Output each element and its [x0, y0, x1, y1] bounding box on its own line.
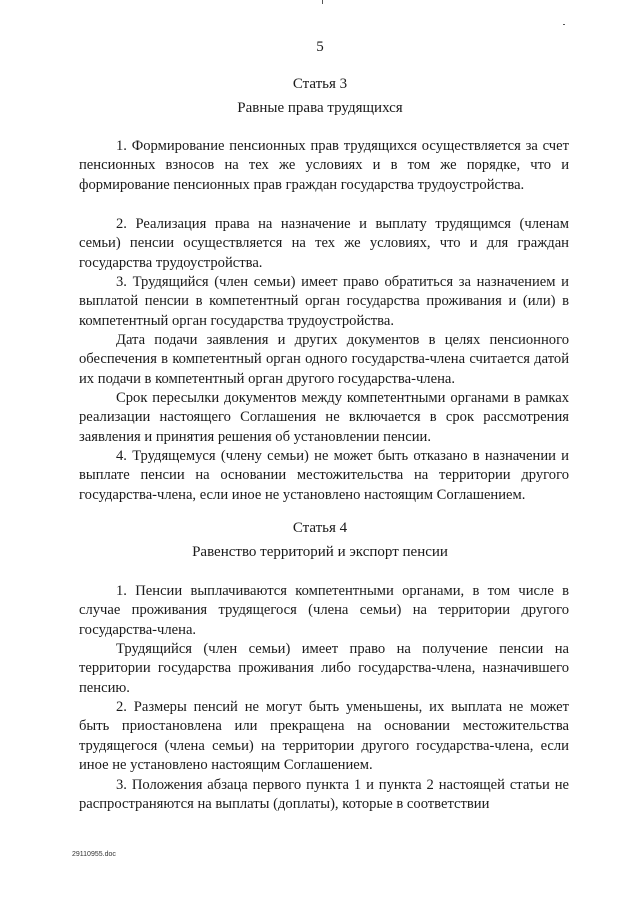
article-4-paragraph-3: 2. Размеры пенсий не могут быть уменьшены, их выплата не может быть приостановлена или прекращена на основании местожительства трудящегося (члена семьи) на территории другого государства-члена, если иное не установлено настоящим Соглашением. — [79, 699, 569, 774]
footer-filename: 29110955.doc — [72, 851, 116, 858]
article-4-paragraph-1: 1. Пенсии выплачиваются компетентными органами, в том числе в случае проживания трудящегося (члена семьи) на территории другого государства-члена. — [79, 583, 569, 638]
article-3-paragraph-6: 4. Трудящемуся (члену семьи) не может быть отказано в назначении и выплате пенсии на основании местожительства на территории другого государства-члена, если иное не установлено настоящим Соглашением. — [79, 448, 569, 503]
article-4-subtitle: Равенство территорий и экспорт пенсии — [192, 544, 448, 560]
page-number: 5 — [316, 39, 324, 55]
scan-mark-top — [322, 0, 323, 4]
article-3-paragraph-4: Дата подачи заявления и других документов в целях пенсионного обеспечения в компетентный орган одного государства-члена считается датой их подачи в компетентный орган другого государства-члена. — [79, 332, 569, 387]
article-4-paragraph-2: Трудящийся (член семьи) имеет право на получение пенсии на территории государства проживания либо государства-члена, назначившего пенсию. — [79, 641, 569, 696]
article-3-title: Статья 3 — [292, 76, 348, 92]
article-3-paragraph-5: Срок пересылки документов между компетентными органами в рамках реализации настоящего Соглашения не включается в срок рассмотрения заявления и принятия решения об установлении пенсии. — [79, 390, 569, 445]
article-3-paragraph-2: 2. Реализация права на назначение и выплату трудящимся (членам семьи) пенсии осуществляется на тех же условиях, что и для граждан государства трудоустройства. — [79, 216, 569, 271]
article-3-subtitle: Равные права трудящихся — [237, 100, 403, 116]
article-3-paragraph-1: 1. Формирование пенсионных прав трудящихся осуществляется за счет пенсионных взносов на тех же условиях и в том же порядке, что и формирование пенсионных прав граждан государства трудоустройства. — [79, 138, 569, 193]
article-4-title: Статья 4 — [292, 520, 348, 536]
scan-mark-dot — [563, 24, 565, 25]
article-4-paragraph-4: 3. Положения абзаца первого пункта 1 и пункта 2 настоящей статьи не распространяются на выплаты (доплаты), которые в соответствии — [79, 777, 569, 813]
article-3-paragraph-3: 3. Трудящийся (член семьи) имеет право обратиться за назначением и выплатой пенсии в компетентный орган государства проживания и (или) в компетентный орган государства трудоустройства. — [79, 274, 569, 329]
